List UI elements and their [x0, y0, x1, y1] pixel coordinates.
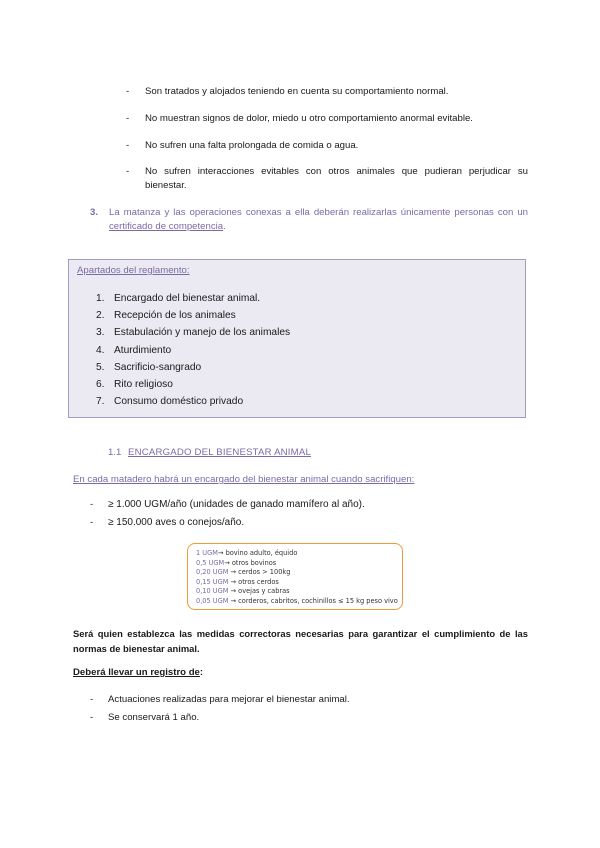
ugm-row: 0,05 UGM → corderos, cabritos, cochinillos ≤ 15 kg peso vivo [196, 596, 398, 605]
list-item: Son tratados y alojados teniendo en cuenta su comportamiento normal. [145, 86, 449, 97]
list-item: 3. Estabulación y manejo de los animales [96, 327, 291, 339]
bullet-dash: - [90, 712, 94, 723]
point-3-text [109, 206, 528, 234]
list-item: 4. Aturdimiento [96, 344, 172, 356]
certificate-link[interactable]: certificado de competencia [109, 221, 224, 232]
point-3-body: La matanza y las operaciones conexas a ella deberán realizarlas únicamente personas con un [109, 207, 528, 218]
ugm-row: 0,5 UGM→ otros bovinos [196, 558, 277, 567]
list-item: 7. Consumo doméstico privado [96, 396, 244, 408]
list-item: 5. Sacrificio-sangrado [96, 361, 202, 373]
list-item: No sufren una falta prolongada de comida o agua. [145, 140, 359, 151]
bullet-dash: - [126, 166, 130, 177]
reglamento-title: Apartados del reglamento: [77, 265, 190, 276]
list-item: 1. Encargado del bienestar animal. [96, 293, 261, 304]
registro-colon: : [199, 667, 204, 678]
bullet-dash: - [126, 113, 130, 124]
point-number: 3. [90, 207, 99, 218]
reglamento-box [68, 259, 526, 418]
list-item: 2. Recepción de los animales [96, 310, 236, 322]
bullet-dash: - [90, 499, 94, 510]
measures-paragraph: Será quien establezca las medidas correctoras necesarias para garantizar el cumplimiento de las normas de bienestar animal. [73, 628, 528, 654]
ugm-row: 0,10 UGM → ovejas y cabras [196, 587, 290, 596]
ugm-row: 1 UGM→ bovino adulto, équido [196, 549, 298, 557]
list-item: Se conservará 1 año. [108, 712, 200, 723]
bullet-dash: - [126, 86, 130, 97]
reglamento-list [96, 290, 290, 410]
section-number: 1.1 [108, 447, 122, 458]
intro-text: En cada matadero habrá un encargado del bienestar animal cuando sacrifiquen: [73, 474, 415, 485]
list-item: ≥ 1.000 UGM/año (unidades de ganado mamífero al año). [108, 499, 365, 510]
bullet-dash: - [90, 517, 94, 528]
list-item: No sufren interacciones evitables con otros animales que pudieran perjudicar su bienestar. [145, 166, 528, 191]
ugm-row: 0,20 UGM → cerdos > 100kg [196, 568, 291, 577]
list-item: 6. Rito religioso [96, 379, 173, 391]
list-item: No muestran signos de dolor, miedo u otro comportamiento anormal evitable. [145, 113, 473, 124]
bullet-dash: - [126, 140, 130, 151]
ugm-row: 0,15 UGM → otros cerdos [196, 577, 279, 586]
list-item: Actuaciones realizadas para mejorar el bienestar animal. [108, 694, 350, 705]
point-3-end: . [223, 221, 226, 232]
list-item: ≥ 150.000 aves o conejos/año. [108, 517, 245, 528]
section-title: ENCARGADO DEL BIENESTAR ANIMAL [128, 447, 311, 458]
registro-heading-text: Deberá llevar un registro de [73, 667, 200, 678]
ugm-table [187, 543, 403, 610]
registro-heading [73, 666, 203, 680]
bullet-dash: - [90, 694, 94, 705]
